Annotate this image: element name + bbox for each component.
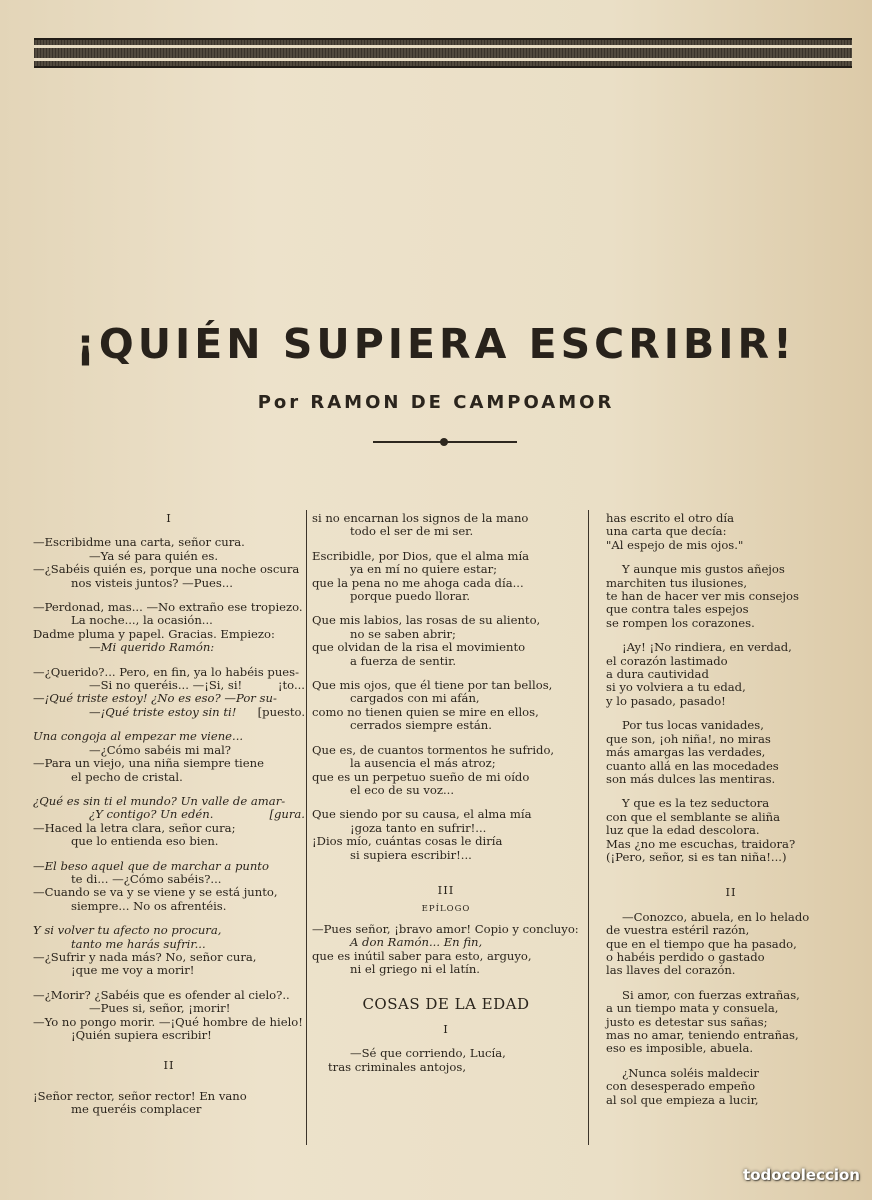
verse-line: marchiten tus ilusiones, [606,575,748,590]
verse-line: son más dulces las mentiras. [606,771,776,786]
verse-line [33,808,305,821]
verse-line: —Pues si, señor, ¡morir! [89,1001,231,1016]
verse-line: —Ya sé para quién es. [89,548,219,563]
verse-text: —¡Qué triste estoy sin ti! [89,704,237,719]
verse-line: se rompen los corazones. [606,615,755,630]
verse-line: has escrito el otro día [606,511,735,525]
verse-line: no se saben abrir; [350,626,456,641]
verse-line: —Pues señor, ¡bravo amor! Copio y concluyo: [312,921,579,936]
verse-line: te di... —¿Cómo sabéis?... [71,871,222,886]
verse-line: porque puedo llorar. [350,589,471,604]
verse-line: (¡Pero, señor, si es tan niña!...) [606,849,787,864]
verse-line: —Mi querido Ramón: [89,640,215,655]
verse-line: Que siendo por su causa, el alma mía [312,807,532,822]
ornament-dot [440,438,448,446]
verse-line: Por tus locas vanidades, [622,718,764,733]
verse-text: [gura. [269,807,305,822]
verse-line: cargados con mi afán, [350,691,480,706]
verse-line: eso es imposible, abuela. [606,1041,754,1056]
verse-line: con que el semblante se aliña [606,809,781,824]
verse-line: y lo pasado, pasado! [606,693,726,708]
verse-line: —Escribidme una carta, señor cura. [33,535,245,550]
verse-line: el pecho de cristal. [71,769,183,784]
author-byline: Por RAMON DE CAMPOAMOR [257,392,615,413]
verse-line: Una congoja al empezar me viene... [33,729,244,744]
verse-line: —Haced la letra clara, señor cura; [33,820,236,835]
verse-line: ¿Nunca soléis maldecir [622,1065,759,1080]
verse-line: ¿Qué es sin ti el mundo? Un valle de amar- [33,793,286,808]
verse-line [33,706,305,719]
verse-line: Y si volver tu afecto no procura, [33,923,222,938]
verse-line: como no tienen quien se mire en ellos, [312,704,539,719]
verse-line: Y que es la tez seductora [622,796,770,811]
poem-heading: COSAS DE LA EDAD [362,995,530,1014]
section-number: I [166,511,172,525]
verse-line: ni el griego ni el latín. [350,961,480,976]
verse-line: Mas ¿no me escuchas, traidora? [606,836,796,851]
verse-line: una carta que decía: [606,524,727,539]
poem-column-2 [312,512,580,1074]
poem-column-1 [33,512,305,1117]
verse-line: —Yo no pongo morir. —¡Qué hombre de hielo! [33,1014,303,1029]
verse-text: [puesto. [257,704,305,719]
verse-line: —Para un viejo, una niña siempre tiene [33,756,264,771]
verse-line: —¿Sufrir y nada más? No, señor cura, [33,949,257,964]
verse-line: con desesperado empeño [606,1079,756,1094]
verse-line: luz que la edad descolora. [606,823,760,838]
verse-line: Escribidle, por Dios, que el alma mía [312,548,530,563]
verse-line: o habéis perdido o gastado [606,949,765,964]
verse-line: —¿Sabéis quién es, porque una noche oscura [33,562,300,577]
verse-line: el eco de su voz... [350,782,455,797]
verse-line: todo el ser de mi ser. [350,524,474,539]
verse-line: Si amor, con fuerzas extrañas, [622,987,800,1002]
verse-line: Que es, de cuantos tormentos he sufrido, [312,742,555,757]
verse-line: a dura cautividad [606,667,709,682]
verse-line: tras criminales antojos, [328,1059,467,1074]
verse-line: las llaves del corazón. [606,963,736,978]
verse-line: —El beso aquel que de marchar a punto [33,858,269,873]
header-rule-band [34,38,852,68]
verse-line: —¡Qué triste estoy! ¿No es eso? —Por su- [33,691,277,706]
verse-line: ¡Dios mío, cuántas cosas le diría [312,834,503,849]
poem-column-3 [606,512,856,1107]
verse-line: tanto me harás sufrir... [71,936,206,951]
verse-line: ¡goza tanto en sufrir!... [350,820,487,835]
verse-line: Y aunque mis gustos añejos [622,562,785,577]
verse-line: a fuerza de sentir. [350,653,457,668]
verse-line: de vuestra estéril razón, [606,923,750,938]
verse-line: que es un perpetuo sueño de mi oído [312,769,530,784]
column-divider-2 [588,510,589,1145]
verse-line: que en el tiempo que ha pasado, [606,936,797,951]
verse-line: ¡que me voy a morir! [71,963,195,978]
verse-line: —Sé que corriendo, Lucía, [350,1046,506,1061]
verse-line: que lo entienda eso bien. [71,834,219,849]
verse-line: —Perdonad, mas... —No extraño ese tropiezo. [33,600,303,615]
verse-line: mas no amar, teniendo entrañas, [606,1028,799,1042]
verse-line: —Cuando se va y se viene y se está junto, [33,885,278,900]
verse-text: —Si no queréis... —¡Si, si! [89,678,243,693]
verse-line: justo es detestar sus sañas; [606,1014,768,1029]
page-title: ¡QUIÉN SUPIERA ESCRIBIR! [76,320,796,368]
verse-line: si yo volviera a tu edad, [606,680,746,695]
verse-line: te han de hacer ver mis consejos [606,589,799,604]
verse-line: ya en mí no quiere estar; [350,562,498,577]
verse-line: A don Ramón... En fin, [350,935,483,950]
verse-line: cuanto allá en las mocedades [606,758,779,773]
verse-line: a un tiempo mata y consuela, [606,1001,779,1016]
title-ornament [373,436,517,448]
verse-line: me queréis complacer [71,1102,202,1117]
verse-line: "Al espejo de mis ojos." [606,537,744,552]
section-number: II [725,885,737,900]
section-number: III [437,882,455,897]
verse-line: ¡Ay! ¡No rindiera, en verdad, [622,640,792,655]
watermark: todocoleccion [743,1166,860,1184]
verse-line: al sol que empieza a lucir, [606,1092,759,1107]
verse-line: ¡Quién supiera escribir! [71,1028,212,1042]
verse-line: que olvidan de la risa el movimiento [312,640,526,655]
verse-line: —¿Querido?... Pero, en fin, ya lo habéis pues- [33,664,300,679]
verse-line: si no encarnan los signos de la mano [312,511,529,525]
verse-line: —¿Morir? ¿Sabéis que es ofender al cielo?.. [33,987,290,1002]
column-divider-1 [306,510,307,1145]
verse-line: si supiera escribir!... [350,847,472,862]
verse-text: ¿Y contigo? Un edén. [89,807,214,822]
verse-line: que son, ¡oh niña!, no miras [606,731,771,746]
verse-line: Dadme pluma y papel. Gracias. Empiezo: [33,626,275,641]
verse-line: nos visteis juntos? —Pues... [71,575,233,590]
verse-line: —Conozco, abuela, en lo helado [622,909,810,924]
verse-line: más amargas las verdades, [606,745,766,760]
verse-line: que la pena no me ahoga cada día... [312,575,524,590]
verse-line: —¿Cómo sabéis mi mal? [89,742,232,757]
verse-line: cerrados siempre están. [350,718,492,733]
verse-text: ¡to... [277,678,305,693]
verse-line: el corazón lastimado [606,653,728,668]
verse-line [33,679,305,692]
section-number: I [443,1021,449,1036]
verse-line: que contra tales espejos [606,602,749,617]
verse-line: la ausencia el más atroz; [350,756,496,771]
verse-line: siempre... No os afrentéis. [71,898,227,913]
verse-line: que es inútil saber para esto, arguyo, [312,948,532,963]
verse-line: La noche..., la ocasión... [71,613,213,628]
verse-line: Que mis labios, las rosas de su aliento, [312,613,541,628]
epilogue-heading: EPÍLOGO [421,904,471,915]
section-number: II [163,1058,175,1073]
verse-line: ¡Señor rector, señor rector! En vano [33,1088,247,1103]
verse-line: Que mis ojos, que él tiene por tan bellos, [312,678,553,693]
